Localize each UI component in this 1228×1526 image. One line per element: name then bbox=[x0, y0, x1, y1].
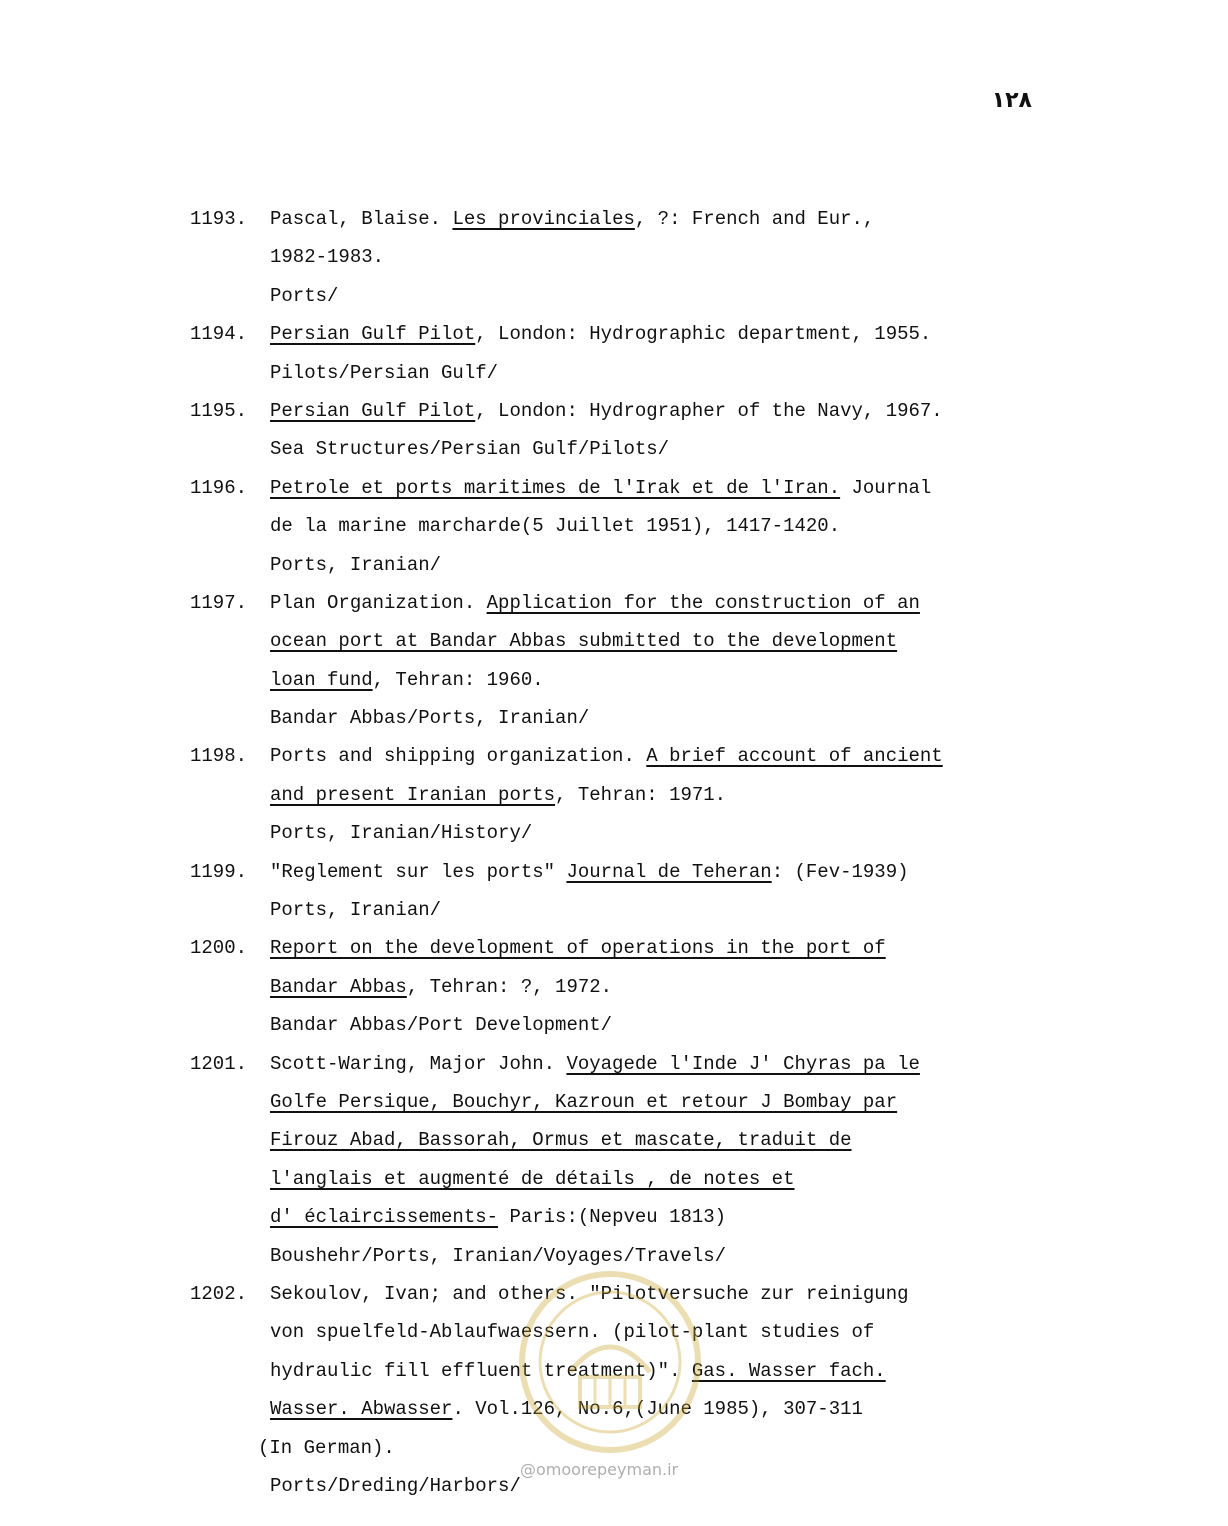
entry-text: , London: Hydrographic department, 1955. bbox=[475, 323, 932, 346]
title-text: l'anglais et augmenté de détails , de notes et bbox=[270, 1167, 795, 1190]
entry-text: Ports/ bbox=[270, 284, 339, 307]
entry-number: 1202. bbox=[190, 1282, 248, 1305]
entry-text: Boushehr/Ports, Iranian/Voyages/Travels/ bbox=[270, 1244, 727, 1267]
entry-text: Scott-Waring, Major John. bbox=[270, 1052, 567, 1075]
entry-line bbox=[270, 661, 1050, 699]
entry-number: 1193. bbox=[190, 208, 248, 230]
entry-line bbox=[270, 315, 1050, 353]
entry-text: Plan Organization. bbox=[270, 591, 487, 614]
bibliography-entry bbox=[190, 584, 1050, 738]
bibliography-entry bbox=[190, 737, 1050, 852]
entry-text: Sekoulov, Ivan; and others. "Pilotversuche zur reinigung bbox=[270, 1282, 909, 1305]
entry-line bbox=[270, 1160, 1050, 1198]
entry-text: (In German). bbox=[258, 1436, 395, 1459]
entry-number: 1194. bbox=[190, 323, 248, 346]
title-text: Persian Gulf Pilot bbox=[270, 399, 476, 422]
bibliography-entry bbox=[190, 200, 1050, 315]
watermark-text: @omoorepeyman.ir bbox=[520, 1460, 679, 1479]
bibliography-entry bbox=[190, 853, 1050, 930]
title-text: Voyagede l'Inde J' Chyras pa le bbox=[566, 1052, 920, 1075]
entry-text: , ?: French and Eur., bbox=[634, 208, 875, 230]
entry-line bbox=[270, 776, 1050, 814]
entry-line bbox=[270, 1045, 1050, 1083]
entry-line bbox=[270, 1006, 1050, 1044]
entry-text: Bandar Abbas/Port Development/ bbox=[270, 1014, 613, 1037]
title-text: Firouz Abad, Bassorah, Ormus et mascate, traduit de bbox=[270, 1129, 852, 1152]
entry-number: 1199. bbox=[190, 860, 248, 883]
entry-line bbox=[270, 853, 1050, 891]
entry-text: Pascal, Blaise. bbox=[270, 208, 453, 230]
title-text: Les provinciales bbox=[452, 208, 635, 230]
entry-line bbox=[270, 277, 1050, 315]
entry-text: Ports and shipping organization. bbox=[270, 745, 647, 768]
title-text: d' éclaircissements- bbox=[270, 1206, 499, 1229]
entry-line bbox=[270, 1198, 1050, 1236]
bibliography-entry bbox=[190, 392, 1050, 469]
entry-text: Ports, Iranian/ bbox=[270, 553, 442, 576]
title-text: Report on the development of operations in the port of bbox=[270, 937, 886, 960]
entry-text: , Tehran: ?, 1972. bbox=[406, 975, 613, 998]
title-text: A brief account of ancient bbox=[646, 745, 943, 768]
entry-line bbox=[270, 392, 1050, 430]
entry-line bbox=[270, 814, 1050, 852]
entry-text: Ports/Dreding/Harbors/ bbox=[270, 1474, 521, 1497]
entry-number: 1196. bbox=[190, 476, 248, 499]
entry-number: 1200. bbox=[190, 937, 248, 960]
entry-line bbox=[270, 546, 1050, 584]
title-text: Application for the construction of an bbox=[486, 591, 920, 614]
title-text: Persian Gulf Pilot bbox=[270, 323, 476, 346]
title-text: Golfe Persique, Bouchyr, Kazroun et retour J Bombay par bbox=[270, 1090, 898, 1113]
entry-line bbox=[270, 200, 1050, 238]
bibliography-entry bbox=[190, 929, 1050, 1044]
entry-text: , Tehran: 1971. bbox=[555, 783, 727, 806]
entry-text: : (Fev-1939) bbox=[771, 860, 909, 883]
entry-text: Ports, Iranian/History/ bbox=[270, 822, 533, 845]
entry-line bbox=[270, 1121, 1050, 1159]
entry-line bbox=[270, 430, 1050, 468]
entry-line bbox=[270, 737, 1050, 775]
entry-number: 1195. bbox=[190, 399, 248, 422]
entry-number: 1201. bbox=[190, 1052, 248, 1075]
entry-number: 1198. bbox=[190, 745, 248, 768]
title-text: Petrole et ports maritimes de l'Irak et de l'Iran. bbox=[270, 476, 841, 499]
entry-line bbox=[270, 968, 1050, 1006]
title-text: Gas. Wasser fach. bbox=[691, 1359, 886, 1382]
entry-text: "Reglement sur les ports" bbox=[270, 860, 567, 883]
entry-line bbox=[270, 699, 1050, 737]
entry-text: Sea Structures/Persian Gulf/Pilots/ bbox=[270, 438, 670, 461]
bibliography-entry bbox=[190, 315, 1050, 392]
title-text: ocean port at Bandar Abbas submitted to the development bbox=[270, 630, 898, 653]
entry-line bbox=[270, 354, 1050, 392]
watermark-seal-icon bbox=[510, 1262, 710, 1462]
entry-number: 1197. bbox=[190, 591, 248, 614]
bibliography-entry bbox=[190, 1045, 1050, 1275]
entry-text: , Tehran: 1960. bbox=[372, 668, 544, 691]
entry-text: , London: Hydrographer of the Navy, 1967. bbox=[475, 399, 943, 422]
entry-line bbox=[270, 929, 1050, 967]
title-text: loan fund bbox=[270, 668, 373, 691]
bibliography-entry bbox=[190, 469, 1050, 584]
title-text: and present Iranian ports bbox=[270, 783, 556, 806]
entry-text: hydraulic fill effluent treatment)". bbox=[270, 1359, 692, 1382]
page-number: ١٢٨ bbox=[991, 88, 1032, 113]
entry-text: de la marine marcharde(5 Juillet 1951), 1417-1420. bbox=[270, 515, 841, 538]
entry-text: Journal bbox=[840, 476, 932, 499]
title-text: Journal de Teheran bbox=[566, 860, 772, 883]
entry-text: Paris:(Nepveu 1813) bbox=[498, 1206, 727, 1229]
entry-line bbox=[270, 891, 1050, 929]
entry-line bbox=[270, 1083, 1050, 1121]
title-text: Wasser. Abwasser bbox=[270, 1398, 453, 1421]
entry-text: . Vol.126, No.6,(June 1985), 307-311 bbox=[452, 1398, 863, 1421]
entry-text: 1982-1983. bbox=[270, 246, 385, 269]
entry-text: Bandar Abbas/Ports, Iranian/ bbox=[270, 707, 590, 730]
entry-line bbox=[270, 507, 1050, 545]
entry-text: Ports, Iranian/ bbox=[270, 899, 442, 922]
entry-line bbox=[270, 469, 1050, 507]
entry-line bbox=[270, 584, 1050, 622]
entry-text: Pilots/Persian Gulf/ bbox=[270, 361, 499, 384]
entry-line bbox=[270, 238, 1050, 276]
entry-text: von spuelfeld-Ablaufwaessern. (pilot-plant studies of bbox=[270, 1321, 875, 1344]
entry-line bbox=[270, 622, 1050, 660]
title-text: Bandar Abbas bbox=[270, 975, 407, 998]
